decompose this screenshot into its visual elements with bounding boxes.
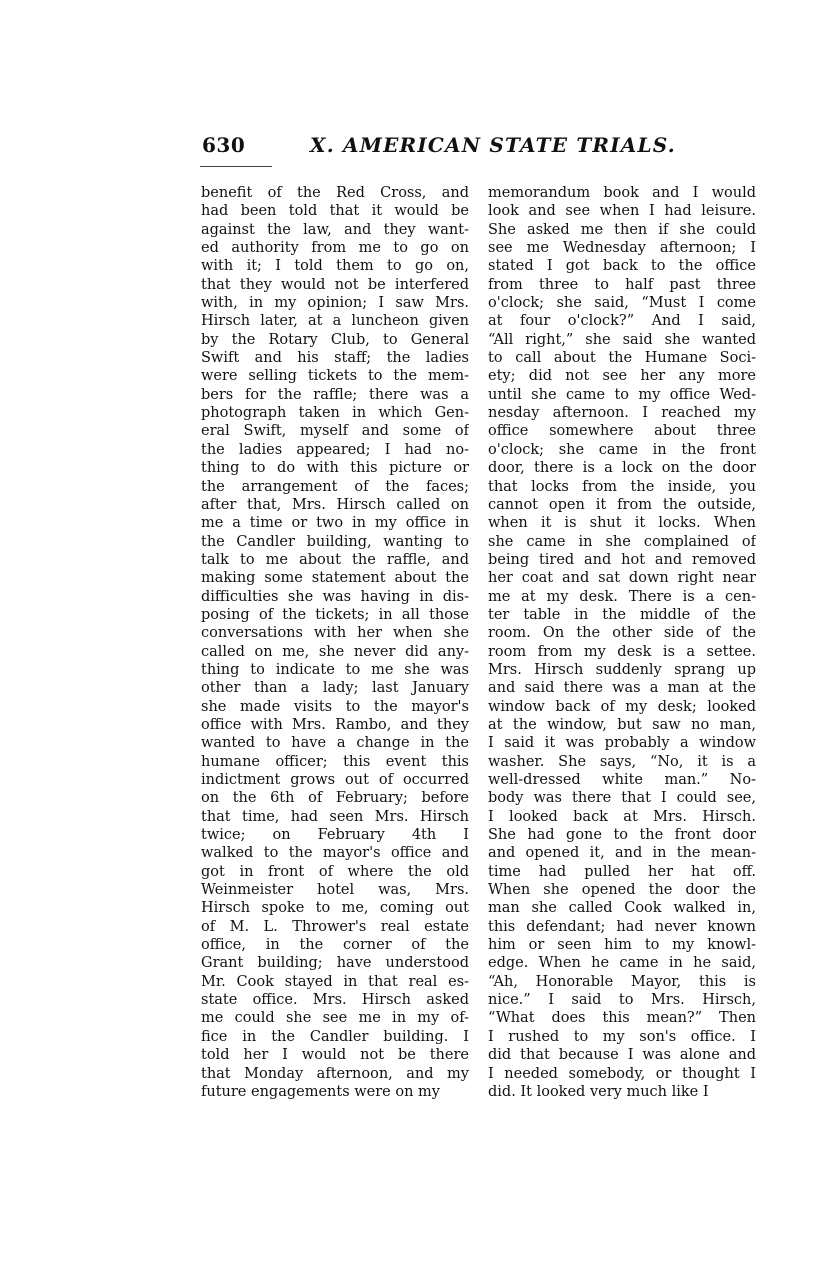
- text-line: after that, Mrs. Hirsch called on: [201, 496, 469, 513]
- text-line: she came in she complained of: [488, 533, 756, 550]
- text-line: stated I got back to the office: [488, 258, 756, 275]
- text-line: from three to half past three: [488, 276, 756, 293]
- text-line: photograph taken in which Gen-: [201, 405, 469, 422]
- text-line: window back of my desk; looked: [488, 698, 756, 715]
- text-line: Grant building; have understood: [201, 955, 469, 972]
- text-line: Hirsch spoke to me, coming out: [201, 900, 469, 917]
- text-line: she made visits to the mayor's: [201, 698, 469, 715]
- text-line: Mrs. Hirsch suddenly sprang up: [488, 661, 756, 678]
- text-line: told her I would not be there: [201, 1047, 469, 1064]
- text-line: Hirsch later, at a luncheon given: [201, 313, 469, 330]
- text-line: that time, had seen Mrs. Hirsch: [201, 808, 469, 825]
- text-line: with it; I told them to go on,: [201, 258, 469, 275]
- text-line: “Ah, Honorable Mayor, this is: [488, 973, 756, 990]
- text-line: room from my desk is a settee.: [488, 643, 756, 660]
- text-line: body was there that I could see,: [488, 790, 756, 807]
- text-line: man she called Cook walked in,: [488, 900, 756, 917]
- text-line: state office. Mrs. Hirsch asked: [201, 992, 469, 1009]
- text-line: office, in the corner of the: [201, 937, 469, 954]
- header-rule: [200, 166, 272, 167]
- text-line: walked to the mayor's office and: [201, 845, 469, 862]
- text-line: and opened it, and in the mean-: [488, 845, 756, 862]
- text-line: nesday afternoon. I reached my: [488, 405, 756, 422]
- text-line: indictment grows out of occurred: [201, 772, 469, 788]
- right-text-column: [488, 184, 756, 1101]
- text-line: posing of the tickets; in all those: [201, 606, 469, 623]
- text-line: had been told that it would be: [201, 203, 469, 220]
- text-line: benefit of the Red Cross, and: [201, 185, 469, 201]
- text-line: when it is shut it locks. When: [488, 515, 756, 532]
- text-line: I said it was probably a window: [488, 735, 756, 752]
- text-line: talk to me about the raffle, and: [201, 551, 469, 568]
- text-line: with, in my opinion; I saw Mrs.: [201, 295, 469, 312]
- text-line: “All right,” she said she wanted: [488, 331, 756, 348]
- text-line: washer. She says, “No, it is a: [488, 753, 756, 770]
- running-header: [200, 133, 755, 163]
- text-line: the ladies appeared; I had no-: [201, 441, 469, 458]
- text-line: that locks from the inside, you: [488, 478, 756, 495]
- text-line: office somewhere about three: [488, 423, 756, 440]
- text-line: I looked back at Mrs. Hirsch.: [488, 808, 756, 825]
- text-line: office with Mrs. Rambo, and they: [201, 716, 469, 733]
- text-line: o'clock; she came in the front: [488, 441, 756, 458]
- text-line: conversations with her when she: [201, 625, 469, 642]
- text-line: the arrangement of the faces;: [201, 478, 469, 495]
- text-line: were selling tickets to the mem-: [201, 368, 469, 385]
- text-line: this defendant; had never known: [488, 918, 756, 935]
- text-line: called on me, she never did any-: [201, 643, 469, 660]
- text-line: difficulties she was having in dis-: [201, 588, 469, 605]
- text-line: on the 6th of February; before: [201, 790, 469, 807]
- text-line: Mr. Cook stayed in that real es-: [201, 973, 469, 990]
- text-line: me a time or two in my office in: [201, 515, 469, 532]
- text-line: Swift and his staff; the ladies: [201, 350, 469, 367]
- text-line: fice in the Candler building. I: [201, 1028, 469, 1045]
- text-line: bers for the raffle; there was a: [201, 386, 469, 403]
- text-line: got in front of where the old: [201, 863, 469, 880]
- text-line: ety; did not see her any more: [488, 368, 756, 385]
- text-line: me at my desk. There is a cen-: [488, 588, 756, 605]
- text-line: I needed somebody, or thought I: [488, 1065, 756, 1082]
- text-line: by the Rotary Club, to General: [201, 331, 469, 348]
- text-line: until she came to my office Wed-: [488, 386, 756, 403]
- text-line: and said there was a man at the: [488, 680, 756, 697]
- text-line: look and see when I had leisure.: [488, 203, 756, 220]
- page-number: 630: [202, 133, 246, 157]
- text-line: door, there is a lock on the door: [488, 460, 756, 477]
- text-line: “What does this mean?” Then: [488, 1010, 756, 1027]
- text-line: that they would not be interfered: [201, 276, 469, 293]
- text-line: ter table in the middle of the: [488, 606, 756, 623]
- text-line: at the window, but saw no man,: [488, 716, 756, 733]
- text-line: twice; on February 4th I: [201, 827, 469, 844]
- text-line: well-dressed white man.” No-: [488, 772, 756, 788]
- text-line: eral Swift, myself and some of: [201, 423, 469, 440]
- text-line: that Monday afternoon, and my: [201, 1065, 469, 1082]
- text-line: Weinmeister hotel was, Mrs.: [201, 882, 469, 899]
- text-line: of M. L. Thrower's real estate: [201, 918, 469, 935]
- text-line: When she opened the door the: [488, 882, 756, 899]
- text-line: the Candler building, wanting to: [201, 533, 469, 550]
- text-line: him or seen him to my knowl-: [488, 937, 756, 954]
- running-title: X. AMERICAN STATE TRIALS.: [310, 133, 676, 157]
- text-line: cannot open it from the outside,: [488, 496, 756, 513]
- text-line: being tired and hot and removed: [488, 551, 756, 568]
- text-line: see me Wednesday afternoon; I: [488, 240, 756, 257]
- text-line: thing to indicate to me she was: [201, 661, 469, 678]
- text-line: nice.” I said to Mrs. Hirsch,: [488, 992, 756, 1009]
- text-line: She had gone to the front door: [488, 827, 756, 844]
- text-line: She asked me then if she could: [488, 221, 756, 238]
- text-line: her coat and sat down right near: [488, 570, 756, 587]
- text-line: ed authority from me to go on: [201, 240, 469, 257]
- text-line: o'clock; she said, “Must I come: [488, 295, 756, 312]
- left-text-column: [201, 184, 469, 1101]
- text-line: did that because I was alone and: [488, 1047, 756, 1064]
- text-line: room. On the other side of the: [488, 625, 756, 642]
- text-line: other than a lady; last January: [201, 680, 469, 697]
- text-line: did. It looked very much like I: [488, 1083, 709, 1100]
- text-line: thing to do with this picture or: [201, 460, 469, 477]
- text-line: at four o'clock?” And I said,: [488, 313, 756, 330]
- text-line: wanted to have a change in the: [201, 735, 469, 752]
- text-line: humane officer; this event this: [201, 753, 469, 770]
- text-line: against the law, and they want-: [201, 221, 469, 238]
- text-line: I rushed to my son's office. I: [488, 1028, 756, 1045]
- text-line: time had pulled her hat off.: [488, 863, 756, 880]
- text-line: making some statement about the: [201, 570, 469, 587]
- text-line: memorandum book and I would: [488, 185, 756, 201]
- text-line: to call about the Humane Soci-: [488, 350, 756, 367]
- text-line: future engagements were on my: [201, 1083, 440, 1100]
- text-line: edge. When he came in he said,: [488, 955, 756, 972]
- text-line: me could she see me in my of-: [201, 1010, 469, 1027]
